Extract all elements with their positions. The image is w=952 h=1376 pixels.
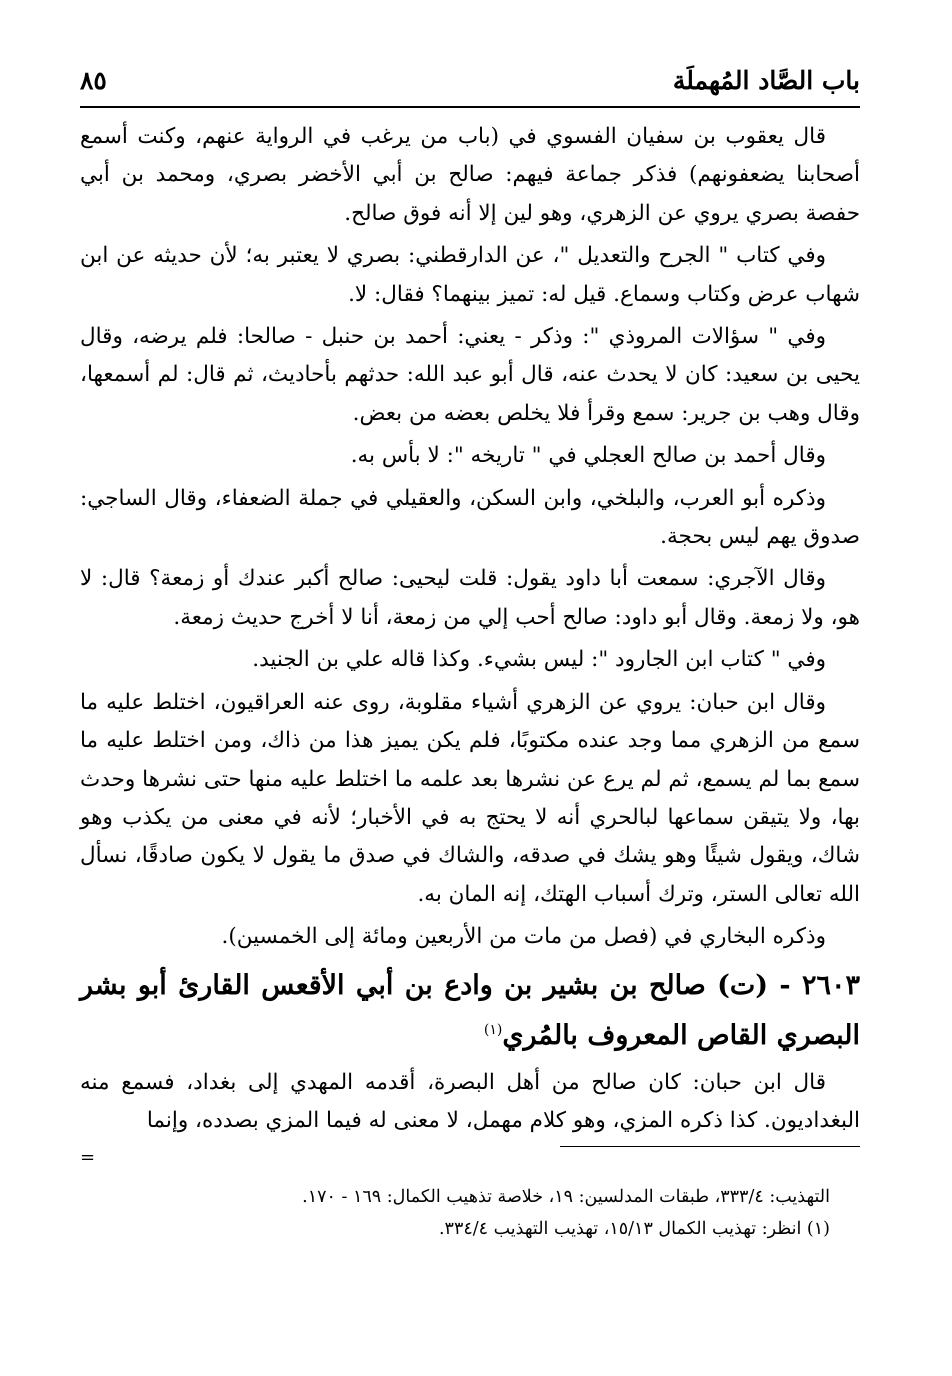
- entry-paragraph: قال ابن حبان: كان صالح من أهل البصرة، أقدمه المهدي إلى بغداد، فسمع منه البغداديون. كذا ذكره المزي، وهو كلام مهمل، لا معنى له فيما المزي بصدده، وإنما: [80, 1069, 860, 1133]
- paragraph: وقال أحمد بن صالح العجلي في " تاريخه ": لا بأس به.: [350, 443, 826, 469]
- header-rule: [80, 106, 860, 108]
- running-header: [80, 58, 860, 104]
- paragraph: وذكره البخاري في (فصل من مات من الأربعين ومائة إلى الخمسين).: [221, 924, 826, 950]
- paragraph: وقال ابن حبان: يروي عن الزهري أشياء مقلوبة، روى عنه العراقيون، اختلط عليه ما سمع من الزهري مما وجد عنده مكتوبًا، فلم يكن يميز هذا من ذاك، ومن اختلط عليه ما سمع بما لم يسمع، ثم لم يرع عن نشرها بعد علمه ما اختلط عليه منها حتى نشرها وحدث بها، ولا يتيقن سماعها لبالحري أنه لا يحتج به في الأخبار؛ لأنه في معنى من يكذب وهو شاك، ويقول شيئًا وهو يشك في صدقه، والشاك في صدق ما يقول لا يكون صادقًا، نسأل الله تعالى الستر، وترك أسباب الهتك، إنه المان به.: [80, 689, 860, 907]
- footnote: التهذيب: ٣٣٣/٤، طبقات المدلسين: ١٩، خلاصة تذهيب الكمال: ١٦٩ - ١٧٠.: [302, 1187, 830, 1208]
- paragraph: قال يعقوب بن سفيان الفسوي في (باب من يرغب في الرواية عنهم، وكنت أسمع أصحابنا يضعفونهم) فذكر جماعة فيهم: صالح بن أبي الأخضر بصري، ومحمد بن أبي حفصة بصري يروي عن الزهري، وهو لين إلا أنه فوق صالح.: [80, 124, 860, 226]
- footnotes: [80, 1181, 860, 1245]
- continuation-mark: =: [80, 1147, 96, 1169]
- chapter-title: باب الصَّاد المُهملَة: [672, 66, 860, 95]
- footnote-separator: [560, 1146, 860, 1147]
- paragraph: وفي " سؤالات المروذي ": وذكر - يعني: أحمد بن حنبل - صالحا: فلم يرضه، وقال يحيى بن سعيد: كان لا يحدث عنه، قال أبو عبد الله: حدثهم بأحاديث، ثم قال: لم أسمعها، وقال وهب بن جرير: سمع وقرأ فلا يخلص بعضه من بعض.: [80, 324, 860, 426]
- entry-heading: [80, 963, 860, 1058]
- paragraph: وفي " كتاب ابن الجارود ": ليس بشيء. وكذا قاله علي بن الجنيد.: [252, 647, 826, 673]
- main-text: [80, 118, 860, 1140]
- paragraph: وقال الآجري: سمعت أبا داود يقول: قلت ليحيى: صالح أكبر عندك أو زمعة؟ قال: لا هو، ولا زمعة. وقال أبو داود: صالح أحب إلي من زمعة، أنا لا أخرج حديث زمعة.: [80, 566, 860, 630]
- entry-heading-text: ٢٦٠٣ - (ت) صالح بن بشير بن وادع بن أبي الأقعس القارئ أبو بشر البصري القاص المعروف بالمُري: [80, 969, 860, 1051]
- page-number: ٨٥: [80, 66, 107, 95]
- paragraph: وفي كتاب " الجرح والتعديل "، عن الدارقطني: بصري لا يعتبر به؛ لأن حديثه عن ابن شهاب عرض وكتاب وسماع. قيل له: تميز بينهما؟ فقال: لا.: [80, 243, 860, 307]
- footnote: (١) انظر: تهذيب الكمال ١٥/١٣، تهذيب التهذيب ٣٣٤/٤.: [438, 1219, 830, 1240]
- book-page: [80, 58, 860, 1348]
- paragraph: وذكره أبو العرب، والبلخي، وابن السكن، والعقيلي في جملة الضعفاء، وقال الساجي: صدوق يهم ليس بحجة.: [80, 485, 860, 550]
- footnote-reference[interactable]: (١): [483, 1021, 503, 1038]
